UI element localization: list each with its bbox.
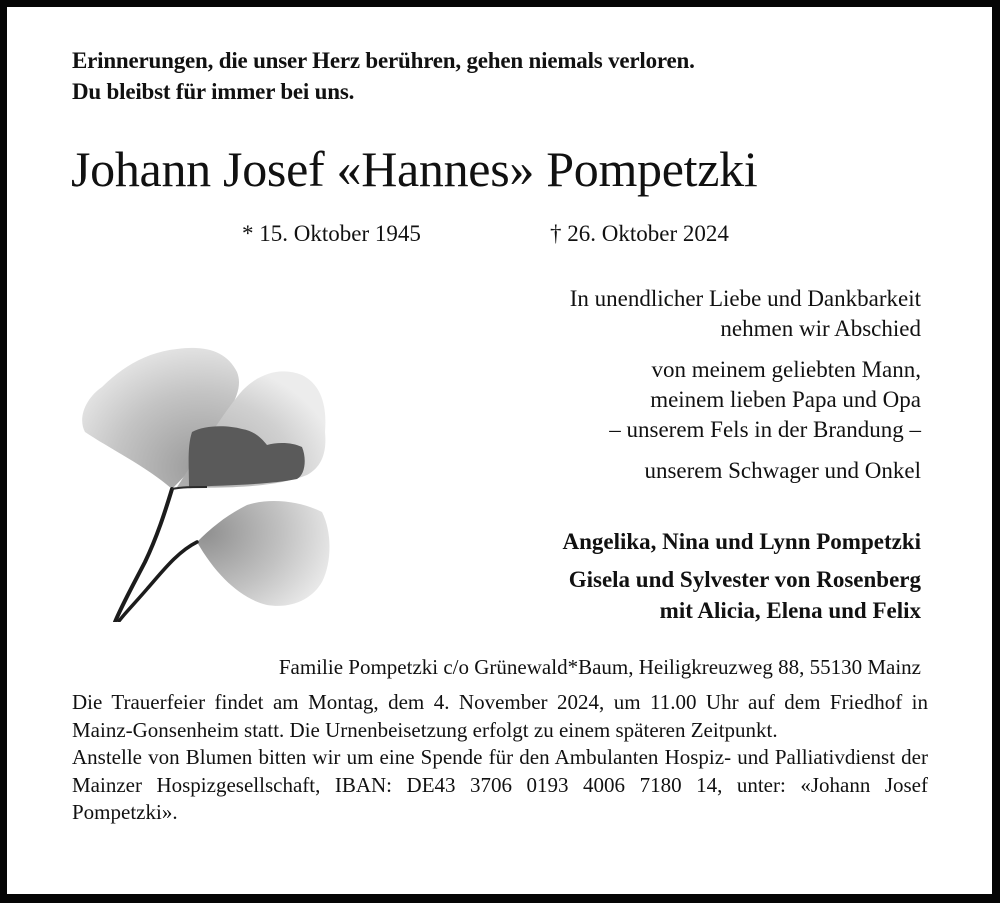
funeral-info: Die Trauerfeier findet am Montag, dem 4. November 2024, um 11.00 Uhr auf dem Friedhof in Mainz-Gonsenheim statt. Die Urnenbeisetzung erfolgt zu einem späteren Zeitpunkt. (72, 690, 928, 742)
family-address: Familie Pompetzki c/o Grünewald*Baum, Heiligkreuzweg 88, 55130 Mainz (278, 655, 921, 679)
death-date: † 26. Oktober 2024 (550, 221, 729, 246)
obituary-notice (7, 7, 992, 894)
motto-line-1: Erinnerungen, die unser Herz berühren, gehen niemals verloren. (72, 48, 695, 73)
mourner-family-2-line-2: mit Alicia, Elena und Felix (659, 598, 921, 623)
mourner-family-2-line-1: Gisela und Sylvester von Rosenberg (568, 567, 921, 592)
birth-date: * 15. Oktober 1945 (242, 221, 421, 246)
mourners (562, 526, 921, 626)
donation-info: Anstelle von Blumen bitten wir um eine Spende für den Ambulanten Hospiz- und Palliativdienst der Mainzer Hospizgesellschaft, IBAN: DE43 3706 0193 4006 7180 14, unter: «Johann Josef Pompetzki». (72, 745, 928, 824)
farewell-line: nehmen wir Abschied (720, 316, 921, 341)
info-block (72, 689, 928, 827)
farewell-group-3 (570, 456, 921, 486)
deceased-name: Johann Josef «Hannes» Pompetzki (71, 141, 758, 197)
farewell-text (570, 284, 921, 497)
motto (72, 45, 695, 107)
farewell-line: meinem lieben Papa und Opa (650, 387, 921, 412)
farewell-group-2 (570, 355, 921, 445)
ginkgo-leaf-icon (77, 337, 337, 622)
farewell-line: In unendlicher Liebe und Dankbarkeit (569, 286, 921, 311)
mourner-family-1: Angelika, Nina und Lynn Pompetzki (562, 529, 921, 554)
farewell-line: von meinem geliebten Mann, (651, 357, 921, 382)
farewell-line: – unserem Fels in der Brandung – (609, 417, 921, 442)
farewell-line: unserem Schwager und Onkel (644, 458, 921, 483)
motto-line-2: Du bleibst für immer bei uns. (72, 79, 355, 104)
farewell-group-1 (570, 284, 921, 344)
